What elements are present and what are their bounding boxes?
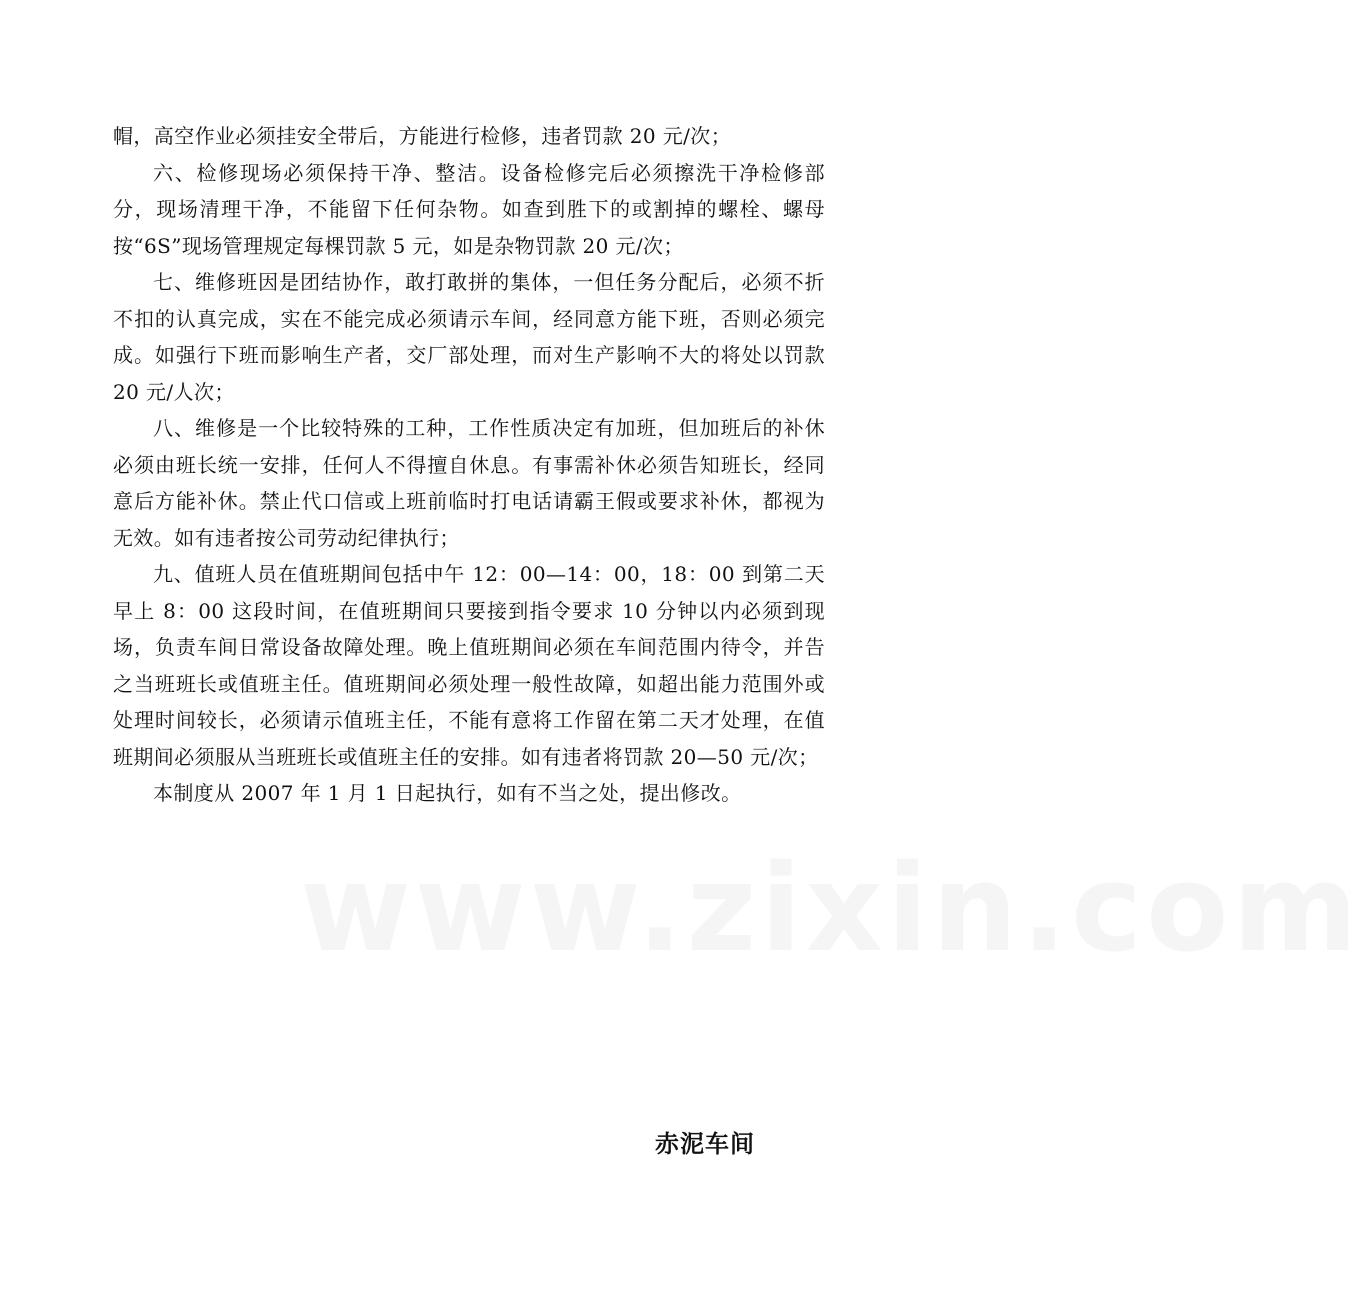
signature-department: 赤泥车间 — [655, 1130, 755, 1158]
paragraph-item-7: 七、维修班因是团结协作，敢打敢拼的集体，一但任务分配后，必须不折不扣的认真完成，实在不能完成必须请示车间，经同意方能下班，否则必须完成。如强行下班而影响生产者，交厂部处理，而对生产影响不大的将处以罚款 20 元/人次； — [113, 270, 825, 404]
paragraph-effective-date: 本制度从 2007 年 1 月 1 日起执行，如有不当之处，提出修改。 — [153, 781, 742, 805]
paragraph-item-8: 八、维修是一个比较特殊的工种，工作性质决定有加班，但加班后的补休必须由班长统一安排，任何人不得擅自休息。有事需补休必须告知班长，经同意后方能补休。禁止代口信或上班前临时打电话请霸王假或要求补休，都视为无效。如有违者按公司劳动纪律执行； — [113, 416, 825, 550]
document-body — [113, 118, 825, 812]
paragraph-item-6: 六、检修现场必须保持干净、整洁。设备检修完后必须擦洗干净检修部分，现场清理干净，不能留下任何杂物。如查到胜下的或割掉的螺栓、螺母按“6S”现场管理规定每棵罚款 5 元，如是杂物罚款 20 元/次； — [113, 160, 825, 258]
paragraph-continuation: 帽，高空作业必须挂安全带后，方能进行检修，违者罚款 20 元/次； — [113, 124, 732, 148]
watermark: www.zixin.com — [300, 840, 1362, 979]
paragraph-item-9: 九、值班人员在值班期间包括中午 12：00—14：00，18：00 到第二天早上 8：00 这段时间，在值班期间只要接到指令要求 10 分钟以内必须到现场，负责车间日常设备故障处理。晚上值班期间必须在车间范围内待令，并告之当班班长或值班主任。值班期间必须处理一般性故障，如超出能力范围外或处理时间较长，必须请示值班主任，不能有意将工作留在第二天才处理，在值班期间必须服从当班班长或值班主任的安排。如有违者将罚款 20—50 元/次； — [113, 562, 825, 769]
